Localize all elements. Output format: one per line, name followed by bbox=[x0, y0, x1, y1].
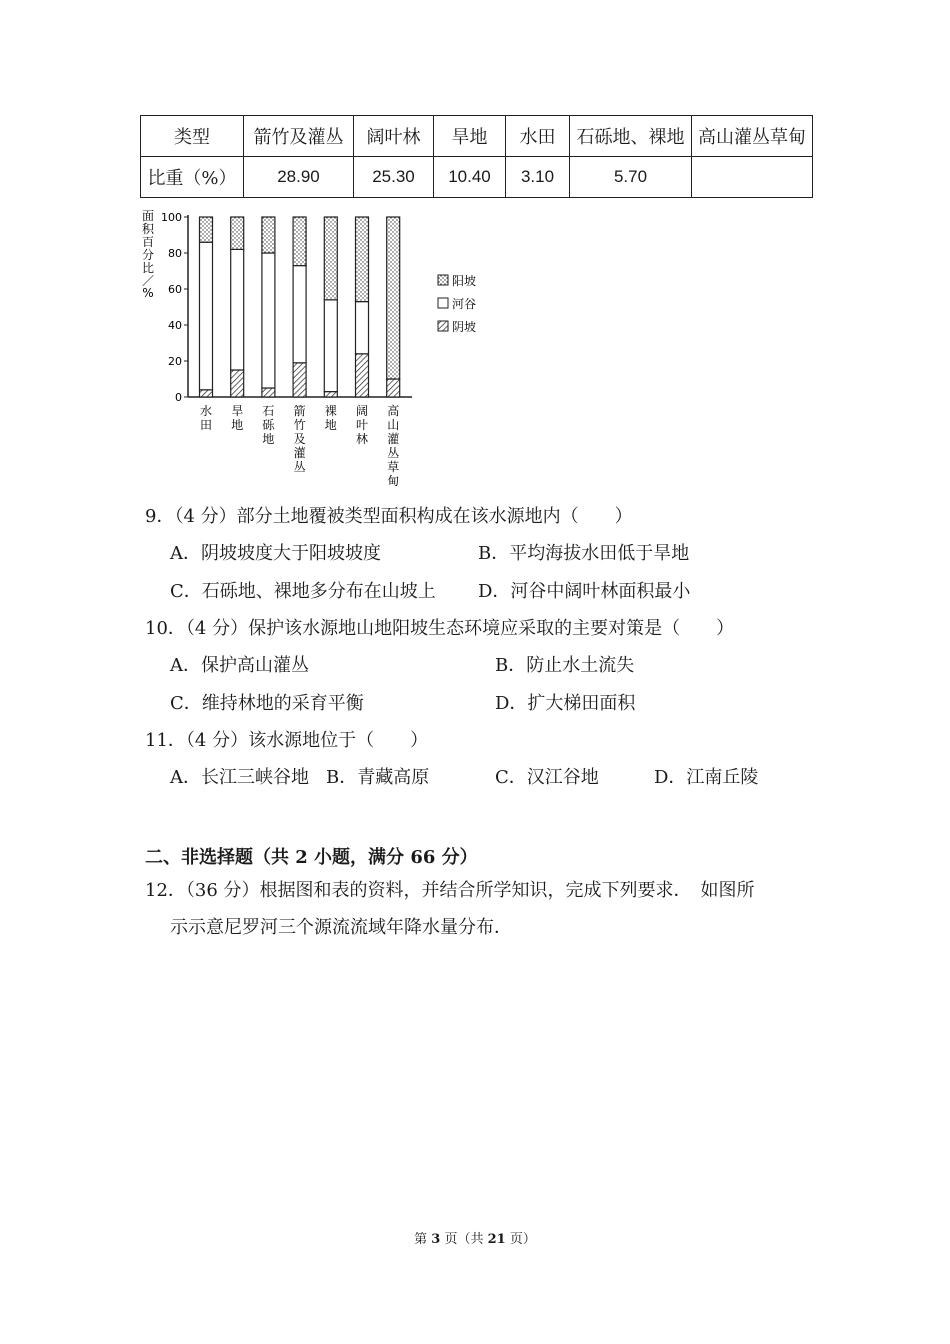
bar-segment bbox=[200, 242, 213, 390]
bar-segment bbox=[324, 392, 337, 397]
question-9-option-d: D．河谷中阔叶林面积最小 bbox=[478, 581, 691, 602]
x-tick-label-char: 草 bbox=[387, 460, 400, 474]
question-10-option-c: C．维持林地的采育平衡 bbox=[170, 693, 364, 714]
table-cell: 25.30 bbox=[354, 157, 434, 198]
question-9-option-b: B．平均海拔水田低于旱地 bbox=[478, 543, 690, 564]
x-tick-label-char: 灌 bbox=[293, 446, 306, 460]
question-11-stem: 11．（4 分）该水源地位于（ ） bbox=[145, 730, 429, 751]
x-tick-label-char: 丛 bbox=[293, 460, 306, 474]
question-10-option-d: D．扩大梯田面积 bbox=[495, 693, 636, 714]
legend-label: 阳坡 bbox=[452, 274, 477, 288]
y-tick-label: 20 bbox=[168, 355, 182, 368]
footer-middle: 页（共 bbox=[440, 1232, 488, 1247]
y-tick-label: 60 bbox=[168, 283, 182, 296]
table-header-cell: 阔叶林 bbox=[354, 116, 434, 157]
x-tick-label-char: 竹 bbox=[293, 418, 306, 432]
x-tick-label-char: 甸 bbox=[387, 474, 400, 488]
footer-page-number: 3 bbox=[431, 1232, 441, 1247]
x-tick-label-char: 地 bbox=[262, 432, 275, 446]
bar-segment bbox=[387, 217, 400, 379]
bar-segment bbox=[231, 217, 244, 249]
x-tick-label-char: 箭 bbox=[293, 404, 306, 418]
x-tick-label-char: 裸 bbox=[324, 404, 337, 418]
table-cell: 3.10 bbox=[506, 157, 570, 198]
table-row bbox=[141, 157, 813, 198]
bar-segment bbox=[356, 354, 369, 397]
x-tick-label-char: 田 bbox=[199, 418, 213, 432]
bar-segment bbox=[200, 390, 213, 397]
question-12-line-2: 示示意尼罗河三个源流流域年降水量分布． bbox=[170, 917, 512, 938]
chart-bars bbox=[200, 217, 400, 397]
land-cover-table bbox=[140, 115, 813, 198]
bar-segment bbox=[356, 302, 369, 354]
legend-label: 河谷 bbox=[452, 297, 477, 311]
y-axis-label-char: ／ bbox=[141, 274, 155, 288]
bar-segment bbox=[356, 217, 369, 302]
x-tick-label-char: 阔 bbox=[355, 404, 369, 418]
legend-swatch bbox=[438, 321, 448, 331]
page-footer bbox=[0, 1228, 950, 1247]
bar-segment bbox=[293, 217, 306, 266]
chart-legend bbox=[438, 273, 476, 334]
x-tick-label-char: 旱 bbox=[231, 404, 244, 418]
land-cover-stacked-bar-chart bbox=[138, 205, 498, 495]
y-tick-label: 0 bbox=[175, 391, 182, 404]
chart-axes bbox=[161, 211, 412, 404]
bar-segment bbox=[324, 300, 337, 392]
bar-segment bbox=[324, 217, 337, 300]
x-tick-label-char: 地 bbox=[231, 418, 244, 432]
y-axis-label-char: 分 bbox=[141, 248, 155, 262]
question-12-line-1: 12．（36 分）根据图和表的资料，并结合所学知识，完成下列要求． 如图所 bbox=[145, 880, 755, 901]
x-tick-label-char: 灌 bbox=[387, 432, 400, 446]
legend-label: 阴坡 bbox=[452, 320, 477, 334]
table-cell: 5.70 bbox=[570, 157, 692, 198]
y-axis-label bbox=[142, 209, 155, 300]
y-axis-label-char: % bbox=[142, 286, 154, 300]
x-tick-label-char: 高 bbox=[387, 404, 400, 418]
x-tick-label-char: 石 bbox=[262, 404, 275, 418]
y-axis-label-char: 比 bbox=[141, 261, 155, 275]
x-tick-label-char: 水 bbox=[199, 404, 213, 418]
bar-segment bbox=[387, 379, 400, 397]
table-cell: 比重（%） bbox=[141, 157, 244, 198]
question-10-option-b: B．防止水土流失 bbox=[495, 655, 635, 676]
table-header-cell: 石砾地、裸地 bbox=[570, 116, 692, 157]
bar-segment bbox=[262, 253, 275, 388]
section-2-title: 二、非选择题（共 2 小题，满分 66 分） bbox=[145, 847, 478, 868]
x-tick-label-char: 地 bbox=[324, 418, 337, 432]
x-tick-label-char: 叶 bbox=[355, 418, 369, 432]
table-header-cell: 高山灌丛草甸 bbox=[692, 116, 813, 157]
y-tick-label: 40 bbox=[168, 319, 182, 332]
question-9-option-c: C．石砾地、裸地多分布在山坡上 bbox=[170, 581, 436, 602]
x-tick-label-char: 山 bbox=[387, 418, 400, 432]
legend-swatch bbox=[438, 275, 448, 285]
y-axis-label-char: 百 bbox=[141, 235, 155, 249]
question-11-option-d: D．江南丘陵 bbox=[654, 767, 759, 788]
y-axis-label-char: 面 bbox=[141, 209, 155, 223]
table-header-cell: 旱地 bbox=[434, 116, 506, 157]
x-tick-label-char: 及 bbox=[293, 432, 306, 446]
table-header-cell: 类型 bbox=[141, 116, 244, 157]
x-axis-labels bbox=[200, 403, 399, 488]
question-10-stem: 10．（4 分）保护该水源地山地阳坡生态环境应采取的主要对策是（ ） bbox=[145, 618, 735, 639]
bar-segment bbox=[293, 363, 306, 397]
y-tick-label: 80 bbox=[168, 247, 182, 260]
table-cell: 10.40 bbox=[434, 157, 506, 198]
x-tick-label-char: 林 bbox=[355, 432, 369, 446]
x-tick-label-char: 丛 bbox=[387, 446, 400, 460]
footer-prefix: 第 bbox=[414, 1232, 432, 1247]
bar-segment bbox=[200, 217, 213, 242]
question-9-stem: 9．（4 分）部分土地覆被类型面积构成在该水源地内（ ） bbox=[145, 506, 633, 527]
footer-total-pages: 21 bbox=[487, 1232, 506, 1247]
table-cell bbox=[692, 157, 813, 198]
x-tick-label-char: 砾 bbox=[262, 418, 275, 432]
bar-segment bbox=[231, 370, 244, 397]
table-header-cell: 箭竹及灌丛 bbox=[244, 116, 354, 157]
table-header-cell: 水田 bbox=[506, 116, 570, 157]
question-9-option-a: A．阴坡坡度大于阳坡坡度 bbox=[170, 543, 381, 564]
footer-suffix: 页） bbox=[505, 1232, 536, 1247]
table-header-row bbox=[141, 116, 813, 157]
question-11-option-b: B．青藏高原 bbox=[326, 767, 430, 788]
question-10-option-a: A．保护高山灌丛 bbox=[170, 655, 309, 676]
legend-swatch bbox=[438, 298, 448, 308]
bar-segment bbox=[262, 388, 275, 397]
table-cell: 28.90 bbox=[244, 157, 354, 198]
question-11-option-a: A．长江三峡谷地 bbox=[170, 767, 309, 788]
bar-segment bbox=[262, 217, 275, 253]
bar-segment bbox=[231, 249, 244, 370]
bar-segment bbox=[293, 266, 306, 363]
question-11-option-c: C．汉江谷地 bbox=[495, 767, 599, 788]
y-axis-label-char: 积 bbox=[141, 222, 155, 236]
y-tick-label: 100 bbox=[161, 211, 182, 224]
